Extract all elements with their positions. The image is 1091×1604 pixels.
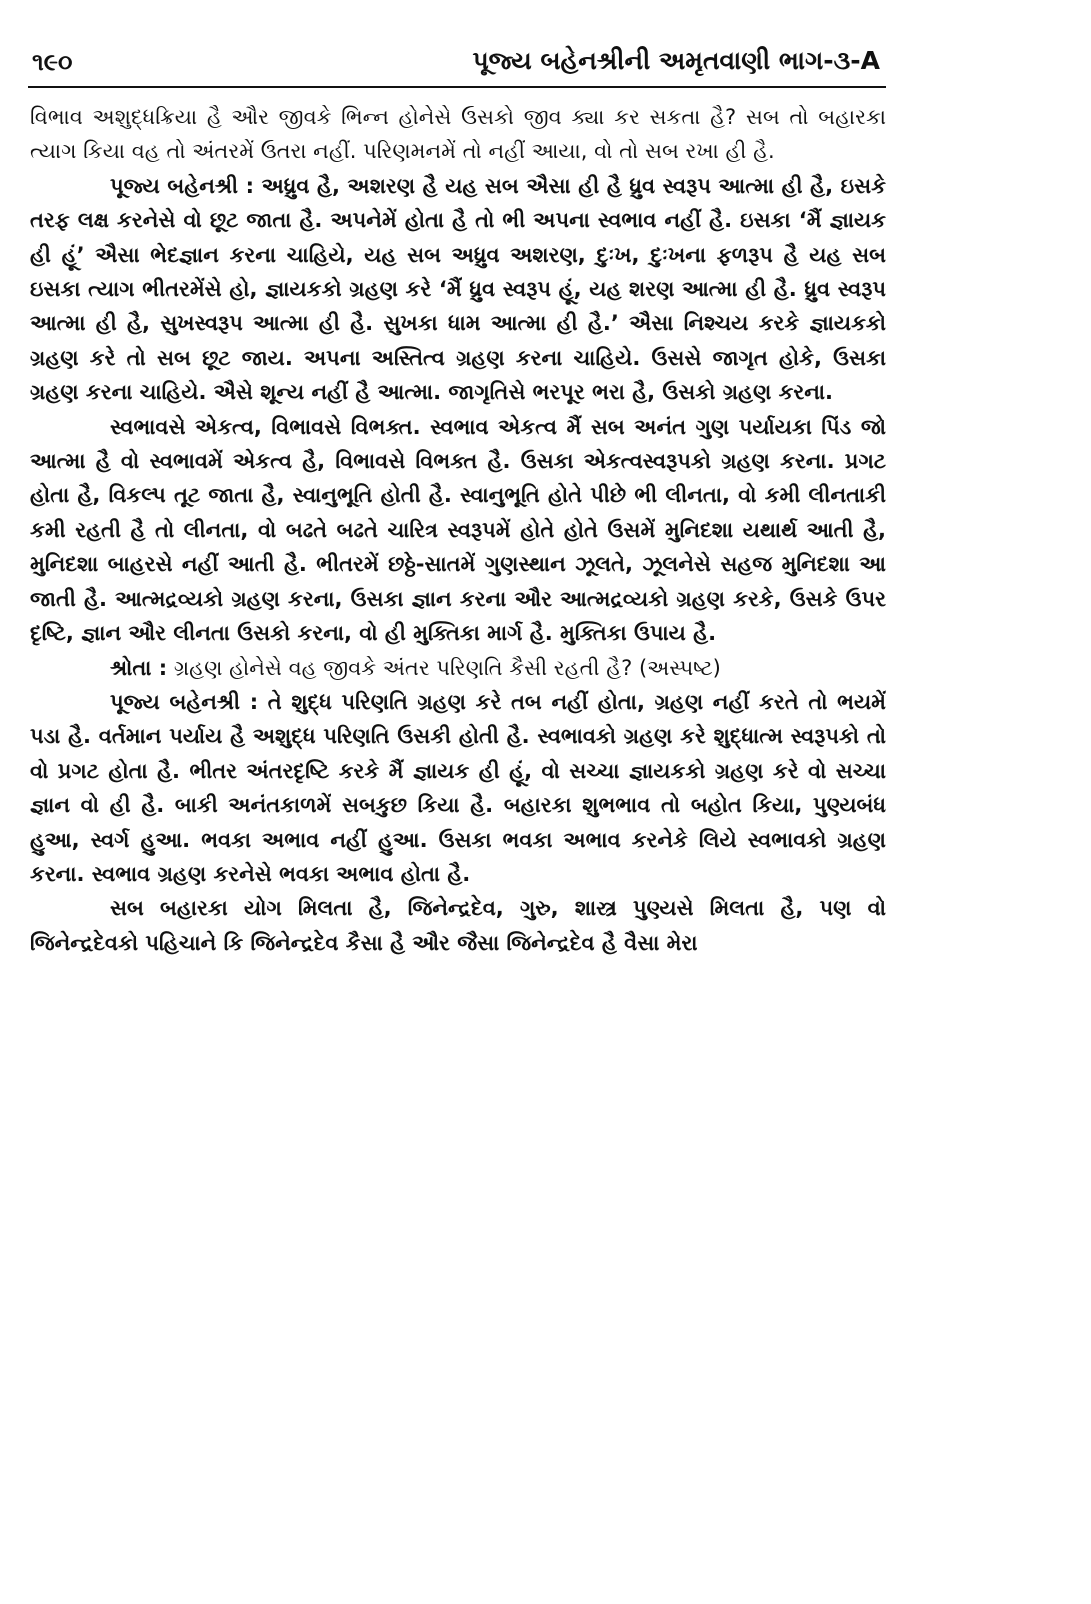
paragraph [30, 891, 886, 960]
paragraph-text: અધ્રુવ હૈ, અશરણ હૈ યહ સબ ઐસા હી હૈ ધ્રુવ સ્વરૂપ આત્મા હી હૈ, ઇસકે તરફ લક્ષ કરનેસે વો છૂટ જાતા હૈ. અપનેમેં હોતા હૈ તો ભી અપના સ્વભાવ નહીં હૈ. ઇસકા ‘મૈં જ્ઞાયક હી હૂં’ ઐસા ભેદજ્ઞાન કરના ચાહિયે, યહ સબ અધ્રુવ અશરણ, દુઃખ, દુઃખના ફળરૂપ હૈ યહ સબ ઇસકા ત્યાગ ભીતરમેંસે હો, જ્ઞાયકકો ગ્રહણ કરે ‘મૈં ધ્રુવ સ્વરૂપ હૂં, યહ શરણ આત્મા હી હૈ. ધ્રુવ સ્વરૂપ આત્મા હી હૈ, સુખસ્વરૂપ આત્મા હી હૈ. સુખકા ધામ આત્મા હી હૈ.’ ઐસા નિશ્ચય કરકે જ્ઞાયકકો ગ્રહણ કરે તો સબ છૂટ જાય. અપના અસ્તિત્વ ગ્રહણ કરના ચાહિયે. ઉસસે જાગૃત હોકે, ઉસકા ગ્રહણ કરના ચાહિયે. ઐસે શૂન્ય નહીં હૈ આત્મા. જાગૃતિસે ભરપૂર ભરા હૈ, ઉસકો ગ્રહણ કરના. [30, 173, 886, 405]
paragraph [30, 100, 886, 169]
paragraph-text: ગ્રહણ હોનેસે વહ જીવકે અંતર પરિણતિ કૈસી રહતી હૈ? (અસ્પષ્ટ) [173, 655, 721, 680]
paragraph-text: સબ બહારકા યોગ મિલતા હૈ, જિનેન્દ્રદેવ, ગુરુ, શાસ્ત્ર પુણ્યસે મિલતા હૈ, પણ વો જિનેન્દ્રદેવકો પહિચાને કિ જિનેન્દ્રદેવ કૈસા હૈ ઔર જૈસા જિનેન્દ્રદેવ હૈ વૈસા મેરા [30, 896, 886, 955]
speaker-label: શ્રોતા : [110, 655, 168, 680]
paragraph-text: વિભાવ અશુદ્ધક્રિયા હૈ ઔર જીવકે ભિન્ન હોનેસે ઉસકો જીવ ક્યા કર સકતા હૈ? સબ તો બહારકા ત્યાગ કિયા વહ તો અંતરમેં ઉતરા નહીં. પરિણમનમેં તો નહીં આયા, વો તો સબ રખા હી હૈ. [30, 105, 886, 164]
running-title: પૂજ્ય બહેનશ્રીની અમૃતવાણી ભાગ-૩-A [472, 46, 880, 75]
page-header [28, 44, 886, 88]
speaker-label: પૂજ્ય બહેનશ્રી : [110, 173, 254, 198]
paragraph-text: સ્વભાવસે એકત્વ, વિભાવસે વિભક્ત. સ્વભાવ એકત્વ મૈં સબ અનંત ગુણ પર્યાયકા પિંડ જો આત્મા હૈ વો સ્વભાવમેં એકત્વ હૈ, વિભાવસે વિભક્ત હૈ. ઉસકા એકત્વસ્વરૂપકો ગ્રહણ કરના. પ્રગટ હોતા હૈ, વિકલ્પ તૂટ જાતા હૈ, સ્વાનુભૂતિ હોતી હૈ. સ્વાનુભૂતિ હોતે પીછે ભી લીનતા, વો કમી લીનતાકી કમી રહતી હૈ તો લીનતા, વો બઢતે બઢતે ચારિત્ર સ્વરૂપમેં હોતે હોતે ઉસમેં મુનિદશા યથાર્થ આતી હૈ, મુનિદશા બાહરસે નહીં આતી હૈ. ભીતરમેં છઠ્ઠે-સાતમેં ગુણસ્થાન ઝૂલતે, ઝૂલનેસે સહજ મુનિદશા આ જાતી હૈ. આત્મદ્રવ્યકો ગ્રહણ કરના, ઉસકા જ્ઞાન કરના ઔર આત્મદ્રવ્યકો ગ્રહણ કરકે, ઉસકે ઉપર દૃષ્ટિ, જ્ઞાન ઔર લીનતા ઉસકો કરના, વો હી મુક્તિકા માર્ગ હૈ. મુક્તિકા ઉપાય હૈ. [30, 414, 886, 646]
page-number: ૧૯૦ [32, 48, 73, 76]
body-text [30, 100, 886, 960]
paragraph [30, 410, 886, 651]
paragraph [30, 685, 886, 891]
paragraph [30, 169, 886, 410]
paragraph-text: તે શુદ્ધ પરિણતિ ગ્રહણ કરે તબ નહીં હોતા, ગ્રહણ નહીં કરતે તો ભયમેં પડા હૈ. વર્તમાન પર્યાય હૈ અશુદ્ધ પરિણતિ ઉસકી હોતી હૈ. સ્વભાવકો ગ્રહણ કરે શુદ્ધાત્મ સ્વરૂપકો તો વો પ્રગટ હોતા હૈ. ભીતર અંતરદૃષ્ટિ કરકે મૈં જ્ઞાયક હી હૂં, વો સચ્ચા જ્ઞાયકકો ગ્રહણ કરે વો સચ્ચા જ્ઞાન વો હી હૈ. બાકી અનંતકાળમેં સબકુછ કિયા હૈ. બહારકા શુભભાવ તો બહોત કિયા, પુણ્યબંધ હુઆ, સ્વર્ગ હુઆ. ભવકા અભાવ નહીં હુઆ. ઉસકા ભવકા અભાવ કરનેકે લિયે સ્વભાવકો ગ્રહણ કરના. સ્વભાવ ગ્રહણ કરનેસે ભવકા અભાવ હોતા હૈ. [30, 689, 886, 886]
paragraph [30, 651, 886, 685]
speaker-label: પૂજ્ય બહેનશ્રી : [110, 689, 259, 714]
